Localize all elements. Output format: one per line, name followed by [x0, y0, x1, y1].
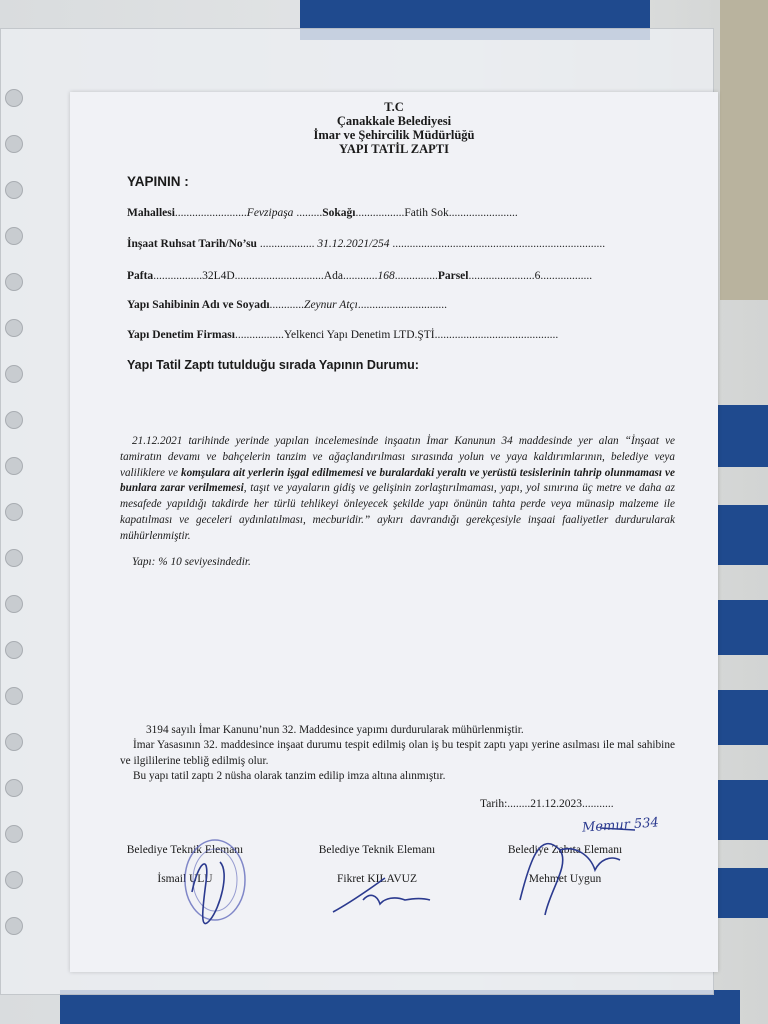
field-ruhsat: İnşaat Ruhsat Tarih/No’su ................... 31.12.2021/254 .......................................................................... [127, 238, 606, 250]
signature-title-1: Belediye Teknik Elemanı [126, 844, 244, 856]
punch-hole [5, 503, 23, 521]
punch-hole [5, 181, 23, 199]
blue-stripe [60, 990, 740, 1024]
signature-name-2: Fikret KILAVUZ [337, 873, 417, 885]
punch-hole [5, 227, 23, 245]
punch-hole [5, 89, 23, 107]
punch-hole [5, 641, 23, 659]
punch-hole [5, 319, 23, 337]
pafta-label: Pafta [127, 270, 154, 282]
wall-corner [720, 0, 768, 300]
field-owner: Yapı Sahibinin Adı ve Soyadı............Zeynur Atçı............................... [127, 299, 447, 311]
punch-hole [5, 779, 23, 797]
sokak-value: Fatih Sok [404, 207, 449, 219]
blue-stripe [710, 690, 768, 745]
punch-hole [5, 365, 23, 383]
section-title: YAPININ : [127, 174, 189, 189]
signature-title-2: Belediye Teknik Elemanı [318, 844, 436, 856]
date-label: Tarih: [480, 798, 508, 810]
notice-document [70, 92, 718, 972]
date-value: 21.12.2023 [530, 798, 583, 810]
punch-hole [5, 135, 23, 153]
punch-hole [5, 273, 23, 291]
closing-line-1: 3194 sayılı İmar Kanunu’nun 32. Maddesince yapımı durdurularak mühürlenmiştir. [146, 724, 524, 736]
owner-label: Yapı Sahibinin Adı ve Soyadı [127, 299, 270, 311]
inspection-firm-value: Yelkenci Yapı Denetim LTD.ŞTİ [283, 329, 435, 341]
ada-value: 168 [377, 270, 395, 282]
inspection-firm-label: Yapı Denetim Firması [127, 329, 235, 341]
punch-hole [5, 871, 23, 889]
pafta-value: 32L4D [202, 270, 235, 282]
ruhsat-value: 31.12.2021/254 [317, 238, 390, 250]
punch-hole [5, 733, 23, 751]
document-title: YAPI TATİL ZAPTI [339, 142, 449, 156]
paragraph-part1: 21.12.2021 tarihinde yerinde yapılan incelemesinde inşaatın İmar Kanunun 34 maddesinde yer alan “İnşaat ve tamiratın devamı ve bahçelerin tanzim ve ağaçlandırılması sırasında yolun ve yaya kaldırımlarının, belediye veya valiliklere ve [120, 435, 675, 479]
header-department: İmar ve Şehircilik Müdürlüğü [313, 128, 475, 142]
blue-stripe [710, 780, 768, 840]
paragraph-part2: , taşıt ve yayaların gidiş ve gelişinin zorlaştırılmaması, yapı, yol sınırına üç metre ve daha az mesafede yapıldığı takdirde her türlü tehlikeyi önleyecek şekilde yapı önünün tahta perde veya münasip malzeme ile kapatılması ve geceleri aydınlatılması, mecburidir.” aykırı davrandığı gerekçesiyle inşaai faaliyetler durdurularak mühürlenmiştir. [120, 482, 676, 542]
punch-hole [5, 457, 23, 475]
status-heading: Yapı Tatil Zaptı tutulduğu sırada Yapının Durumu: [127, 358, 419, 372]
owner-value: Zeynur Atçı [304, 299, 358, 311]
mahalle-value: Fevzipaşa [246, 207, 294, 219]
signature-mark-2 [325, 870, 435, 920]
ruhsat-label: İnşaat Ruhsat Tarih/No’su [127, 238, 257, 250]
handwritten-note: Memur 534 [581, 815, 660, 836]
field-inspection-firm: Yapı Denetim Firması.................Yelkenci Yapı Denetim LTD.ŞTİ........................................... [127, 329, 559, 341]
punch-hole [5, 411, 23, 429]
header-municipality: Çanakkale Belediyesi [336, 114, 452, 128]
punch-hole [5, 687, 23, 705]
field-mahalle-sokak: Mahallesi.........................Fevzipaşa .........Sokağı.................Fatih Sok........................ [127, 207, 518, 219]
closing-line-3: Bu yapı tatil zaptı 2 nüsha olarak tanzim edilip imza altına alınmıştır. [133, 770, 446, 782]
ada-label: Ada [323, 270, 343, 282]
blue-stripe [710, 505, 768, 565]
official-stamp [170, 822, 260, 942]
signature-mark-3 [500, 820, 700, 920]
signature-name-3: Mehmet Uygun [528, 873, 602, 885]
header-tc: T.C [384, 100, 404, 114]
status-paragraph [120, 434, 675, 545]
blue-stripe [710, 405, 768, 467]
signature-name-1: İsmail ULU [157, 873, 213, 885]
parsel-label: Parsel [437, 270, 469, 282]
punch-hole [5, 917, 23, 935]
sokak-label: Sokağı [322, 207, 356, 219]
parsel-value: 6 [534, 270, 541, 282]
punch-holes [5, 89, 25, 969]
field-pafta-ada-parsel: Pafta.................32L4D...............................Ada............168...............Parsel.......................6.................. [127, 270, 593, 282]
paragraph-bold: komşulara ait yerlerin işgal edilmemesi ve buralardaki yeraltı ve yerüstü tesislerinin tahrip olunmaması ve bunlara zarar verilmemesi [120, 466, 675, 495]
date-line: Tarih:........21.12.2023........... [480, 798, 614, 810]
construction-level: Yapı: % 10 seviyesindedir. [132, 556, 251, 568]
punch-hole [5, 595, 23, 613]
signature-title-3: Belediye Zabıta Elemanı [507, 844, 623, 856]
punch-hole [5, 825, 23, 843]
closing-line-2: İmar Yasasının 32. maddesince inşaat durumu tespit edilmiş olan iş bu tespit zaptı yapı yerine asılması ile mal sahibine ve ilgililerine tebliğ edilmiş olur. [120, 739, 675, 767]
punch-hole [5, 549, 23, 567]
blue-stripe [710, 600, 768, 655]
mahalle-label: Mahallesi [127, 207, 175, 219]
